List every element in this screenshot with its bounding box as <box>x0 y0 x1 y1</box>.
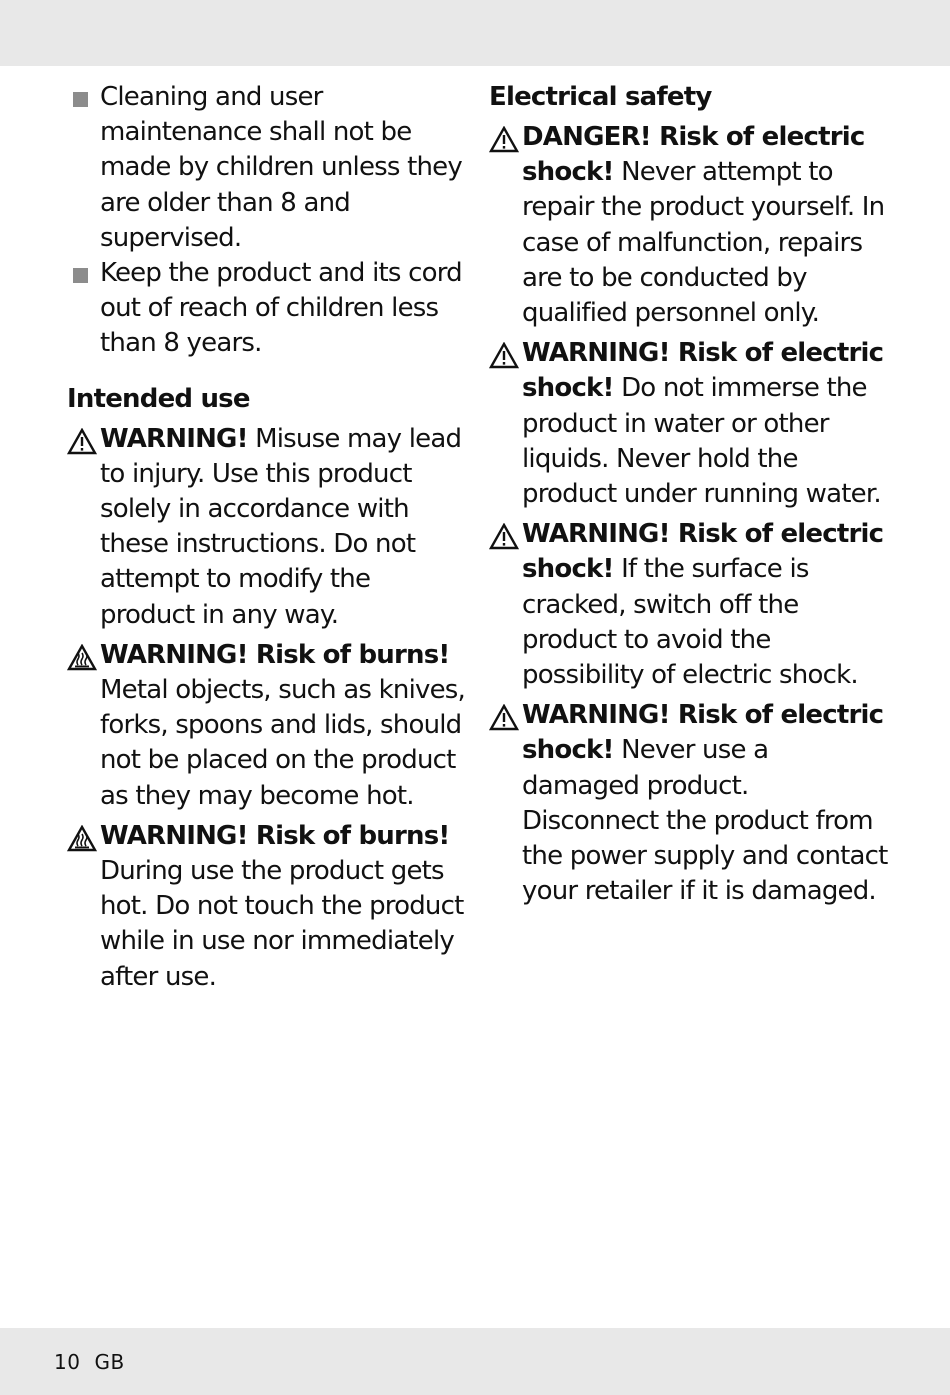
warning-label: WARNING! <box>100 423 248 454</box>
page-footer <box>54 1350 125 1374</box>
warning-label: WARNING! Risk of electric shock! <box>522 338 884 404</box>
warning-triangle-icon <box>489 342 519 369</box>
warning-text: Never attempt to repair the product yourself. In case of malfunction, repairs are to be conducted by qualified personnel only. <box>522 157 885 329</box>
warning-triangle-icon <box>489 704 519 731</box>
right-column <box>489 80 889 914</box>
warning-item <box>67 819 467 995</box>
warning-text: If the surface is cracked, switch off the product to avoid the possibility of electric shock. <box>522 554 858 691</box>
warning-item <box>489 698 889 909</box>
list-item <box>67 80 467 256</box>
warning-item <box>67 422 467 633</box>
square-bullet-icon <box>73 268 88 283</box>
warning-triangle-icon <box>489 126 519 153</box>
warning-triangle-icon <box>67 428 97 455</box>
bullet-text: Cleaning and user maintenance shall not be made by children unless they are older than 8 and supervised. <box>100 82 462 253</box>
bullet-text: Keep the product and its cord out of reach of children less than 8 years. <box>100 258 462 359</box>
section-heading-electrical-safety: Electrical safety <box>489 82 712 112</box>
warning-label: WARNING! Risk of electric shock! <box>522 700 884 766</box>
warning-label: WARNING! Risk of burns! <box>100 639 450 670</box>
warning-text: Misuse may lead to injury. Use this product solely in accordance with these instructions. Do not attempt to modify the product in any way. <box>100 423 462 630</box>
warning-item <box>489 336 889 512</box>
warning-item <box>489 120 889 331</box>
warning-item <box>67 638 467 814</box>
warning-text: Do not immerse the product in water or other liquids. Never hold the product under running water. <box>522 373 881 510</box>
warning-text: Metal objects, such as knives, forks, spoons and lids, should not be placed on the product as they may become hot. <box>100 675 465 811</box>
warning-label: WARNING! Risk of burns! <box>100 820 450 851</box>
warning-label: WARNING! Risk of electric shock! <box>522 519 884 585</box>
section-heading-intended-use: Intended use <box>67 383 250 414</box>
page-number: 10 <box>54 1350 81 1374</box>
left-column <box>67 80 467 1000</box>
header-band <box>0 0 950 66</box>
language-code: GB <box>94 1350 125 1374</box>
warning-text: Never use a damaged product. Disconnect the product from the power supply and contact your retailer if it is damaged. <box>522 735 888 907</box>
warning-triangle-icon <box>489 523 519 550</box>
footer-band <box>0 1328 950 1395</box>
hot-surface-warning-icon <box>67 825 97 852</box>
hot-surface-warning-icon <box>67 644 97 671</box>
square-bullet-icon <box>73 92 88 107</box>
warning-text: During use the product gets hot. Do not touch the product while in use nor immediately after use. <box>100 856 464 992</box>
warning-item <box>489 517 889 693</box>
warning-label: DANGER! Risk of electric shock! <box>522 122 865 188</box>
list-item <box>67 256 467 362</box>
